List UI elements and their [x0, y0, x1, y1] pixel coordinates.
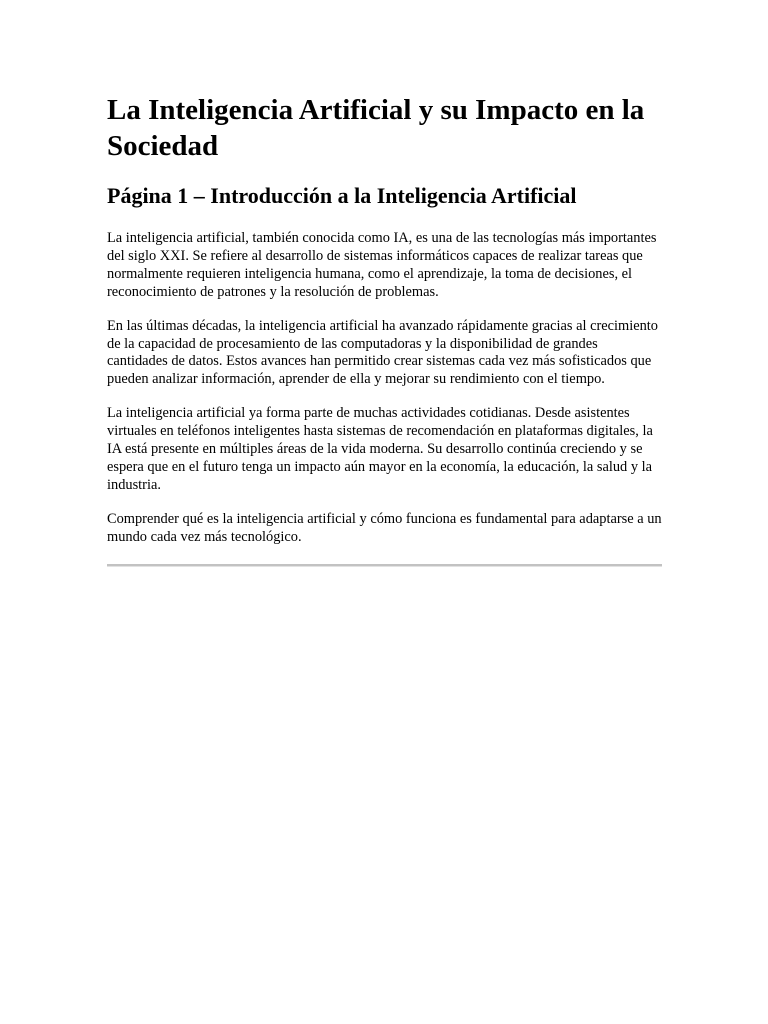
section-title: Página 1 – Introducción a la Inteligencia Artificial — [107, 183, 577, 208]
document-title: La Inteligencia Artificial y su Impacto en la Sociedad — [107, 94, 645, 162]
paragraph-4: Comprender qué es la inteligencia artificial y cómo funciona es fundamental para adaptarse a un mundo cada vez más tecnológico. — [107, 510, 662, 545]
paragraph-2: En las últimas décadas, la inteligencia artificial ha avanzado rápidamente gracias al crecimiento de la capacidad de procesamiento de las computadoras y la disponibilidad de grandes cantidades de datos. Estos avances han permitido crear sistemas cada vez más sofisticados que pueden analizar información, aprender de ella y mejorar su rendimiento con el tiempo. — [107, 317, 658, 388]
paragraph-3: La inteligencia artificial ya forma parte de muchas actividades cotidianas. Desde asistentes virtuales en teléfonos inteligentes hasta sistemas de recomendación en plataformas digitales, la IA está presente en múltiples áreas de la vida moderna. Su desarrollo continúa creciendo y se espera que en el futuro tenga un impacto aún mayor en la economía, la educación, la salud y la industria. — [107, 405, 653, 493]
horizontal-rule — [107, 564, 662, 567]
document-page — [107, 92, 662, 567]
paragraph-1: La inteligencia artificial, también conocida como IA, es una de las tecnologías más importantes del siglo XXI. Se refiere al desarrollo de sistemas informáticos capaces de realizar tareas que normalmente requieren inteligencia humana, como el aprendizaje, la toma de decisiones, el reconocimiento de patrones y la resolución de problemas. — [107, 230, 657, 300]
